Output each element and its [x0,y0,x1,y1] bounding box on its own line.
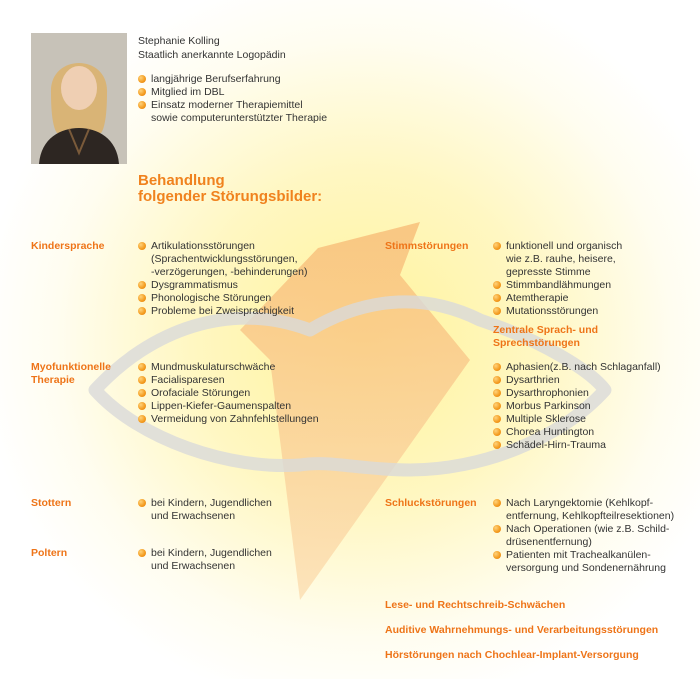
list-item: Schädel-Hirn-Trauma [493,439,661,452]
list-item: Dysarthrophonien [493,387,661,400]
list-item: bei Kindern, Jugendlichen und Erwachsenen [138,497,272,523]
list-item: Einsatz moderner Therapiemittel sowie computerunterstützter Therapie [138,99,327,125]
profile-name: Stephanie Kolling [138,35,220,47]
footer-item-auditive: Auditive Wahrnehmungs- und Verarbeitungsstörungen [385,624,659,636]
profile-highlights [138,73,327,125]
section-label-stottern: Stottern [31,497,72,509]
list-item: Nach Laryngektomie (Kehlkopf- entfernung, Kehlkopfteilresektionen) [493,497,674,523]
list-item: Morbus Parkinson [493,400,661,413]
list-item: Patienten mit Trachealkanülen- versorgung und Sondenernährung [493,549,674,575]
kindersprache-list [138,240,307,318]
profile-header [138,34,286,62]
list-item: Nach Operationen (wie z.B. Schild- drüsenentfernung) [493,523,674,549]
list-item: Aphasien(z.B. nach Schlaganfall) [493,361,661,374]
list-item: Phonologische Störungen [138,292,307,305]
page-title: Behandlung folgender Störungsbilder: [138,172,323,205]
list-item: Artikulationsstörungen (Sprachentwicklungsstörungen, -verzögerungen, -behinderungen) [138,240,307,279]
stimmstoerungen-list [493,240,622,318]
list-item: bei Kindern, Jugendlichen und Erwachsenen [138,547,272,573]
zentrale-list [493,361,661,452]
section-label-zentrale: Zentrale Sprach- und Sprechstörungen [493,324,599,349]
list-item: funktionell und organisch wie z.B. rauhe, heisere, gepresste Stimme [493,240,622,279]
list-item: Chorea Huntington [493,426,661,439]
list-item: Mutationsstörungen [493,305,622,318]
footer-item-lrs: Lese- und Rechtschreib-Schwächen [385,599,566,611]
myofunktionelle-list [138,361,319,426]
list-item: Probleme bei Zweisprachigkeit [138,305,307,318]
list-item: Dysgrammatismus [138,279,307,292]
list-item: Multiple Sklerose [493,413,661,426]
schluck-list [493,497,674,575]
list-item: Dysarthrien [493,374,661,387]
section-label-myofunktionelle: Myofunktionelle Therapie [31,361,111,386]
list-item: Facialisparesen [138,374,319,387]
list-item: Vermeidung von Zahnfehlstellungen [138,413,319,426]
list-item: Mundmuskulaturschwäche [138,361,319,374]
list-item: Orofaciale Störungen [138,387,319,400]
poltern-list [138,547,272,573]
profile-photo [31,33,127,164]
stottern-list [138,497,272,523]
section-label-kindersprache: Kindersprache [31,240,105,252]
profile-title: Staatlich anerkannte Logopädin [138,49,286,61]
list-item: Mitglied im DBL [138,86,327,99]
list-item: langjährige Berufserfahrung [138,73,327,86]
list-item: Lippen-Kiefer-Gaumenspalten [138,400,319,413]
section-label-poltern: Poltern [31,547,68,559]
list-item: Atemtherapie [493,292,622,305]
section-label-schluck: Schluckstörungen [385,497,477,509]
footer-item-hoerstoerungen: Hörstörungen nach Chochlear-Implant-Versorgung [385,649,639,661]
list-item: Stimmbandlähmungen [493,279,622,292]
section-label-stimmstoerungen: Stimmstörungen [385,240,469,252]
